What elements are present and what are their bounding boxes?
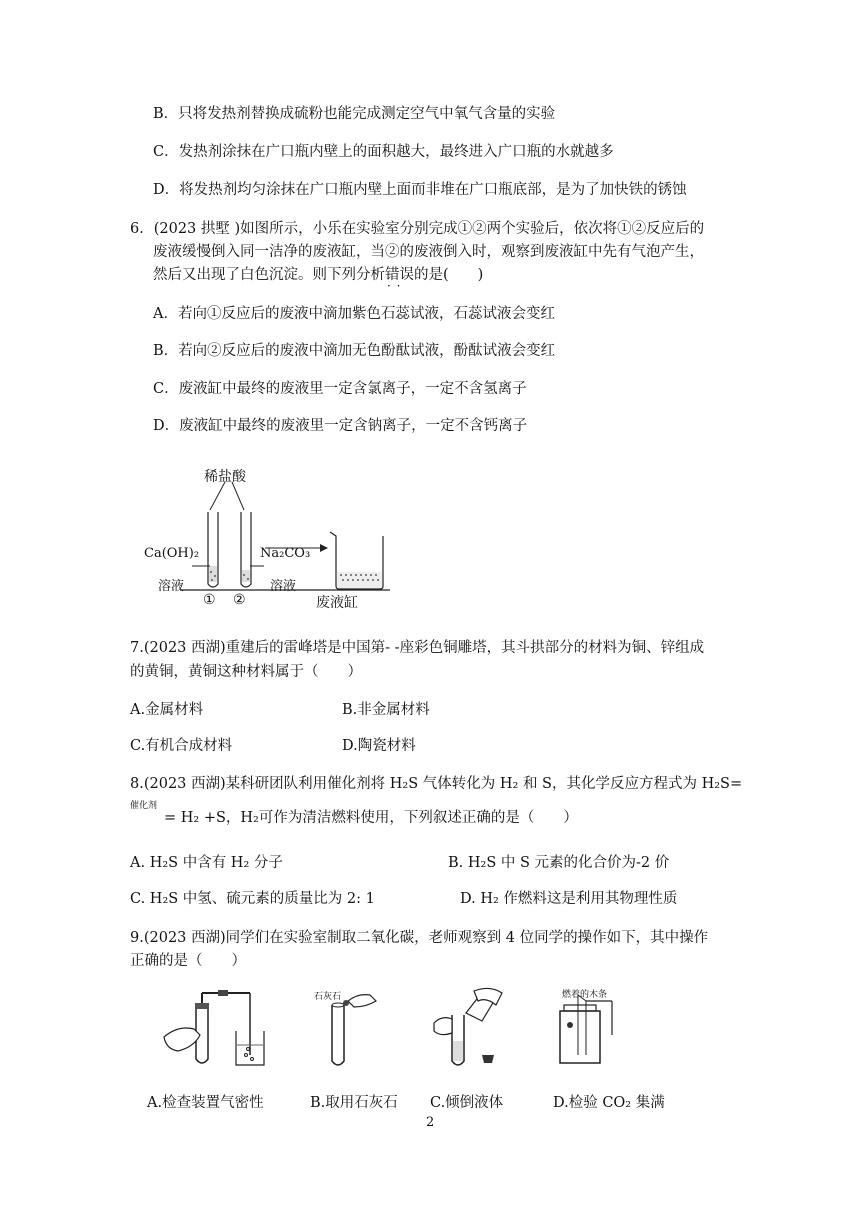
q6-left-solution: 溶液 <box>158 579 185 594</box>
q8-option-d: D. H₂ 作燃料这是利用其物理性质 <box>460 891 678 907</box>
q9-caption-b: B.取用石灰石 <box>310 1095 398 1111</box>
q6-stem-line-2: 废液缓慢倒入同一洁净的废液缸，当②的废液倒入时，观察到废液缸中先有气泡产生， <box>153 244 704 260</box>
q7-option-d: D.陶瓷材料 <box>342 738 416 754</box>
q6-acid-label: 稀盐酸 <box>204 469 246 485</box>
q6-right-reagent: Na₂CO₃ <box>260 546 311 561</box>
q6-option-b: B．若向②反应后的废液中滴加无色酚酞试液，酚酞试液会变红 <box>153 343 556 359</box>
q9-burning-stick-label: 燃着的木条 <box>562 990 608 1000</box>
q9-caption-c: C.倾倒液体 <box>430 1095 504 1111</box>
q7-option-c: C.有机合成材料 <box>130 738 233 754</box>
q6-left-reagent: Ca(OH)₂ <box>144 546 200 561</box>
q6-stem-line-3-post: 的是( ) <box>414 267 484 283</box>
q9-limestone-label: 石灰石 <box>314 992 342 1002</box>
q5-option-c: C．发热剂涂抹在广口瓶内壁上的面积越大，最终进入广口瓶的水就越多 <box>153 144 614 160</box>
q6-tank-label: 废液缸 <box>316 595 358 611</box>
q6-figure <box>140 462 400 612</box>
q6-option-a: A．若向①反应后的废液中滴加紫色石蕊试液，石蕊试液会变红 <box>153 306 555 322</box>
q6-tube-2-label: ② <box>233 592 246 608</box>
q9-caption-a: A.检查装置气密性 <box>147 1095 264 1111</box>
q9-image-d <box>550 985 630 1070</box>
q9-image-b <box>310 985 390 1070</box>
q6-stem-line-3-pre: 然后又出现了白色沉淀。则下列分析 <box>153 267 385 283</box>
q7-stem-line-1: 7.(2023 西湖)重建后的雷峰塔是中国第- -座彩色铜雕塔，其斗拱部分的材料为铜、锌组成 <box>130 640 705 656</box>
q7-option-a: A.金属材料 <box>130 702 204 718</box>
q6-option-d: D．废液缸中最终的废液里一定含钠离子，一定不含钙离子 <box>153 418 528 434</box>
q9-caption-d: D.检验 CO₂ 集满 <box>553 1095 665 1111</box>
q6-right-solution: 溶液 <box>270 579 297 594</box>
q7-stem-line-2: 的黄铜，黄铜这种材料属于（ ） <box>130 664 362 680</box>
q9-stem-line-2: 正确的是（ ） <box>130 953 246 969</box>
q8-option-b: B. H₂S 中 S 元素的化合价为-2 价 <box>448 855 670 871</box>
q8-stem-line-2: = H₂ +S，H₂可作为清洁燃料使用，下列叙述正确的是（ ） <box>164 810 578 826</box>
q6-tube-1-label: ① <box>203 592 216 608</box>
q8-stem-line-1: 8.(2023 西湖)某科研团队利用催化剂将 H₂S 气体转化为 H₂ 和 S，其化学反应方程式为 H₂S= <box>130 776 743 792</box>
q5-option-d: D．将发热剂均匀涂抹在广口瓶内壁上面而非堆在广口瓶底部，是为了加快铁的锈蚀 <box>153 182 687 198</box>
q6-stem-line-3 <box>153 265 483 285</box>
q6-option-c: C．废液缸中最终的废液里一定含氯离子，一定不含氢离子 <box>153 381 527 397</box>
q6-stem-line-1: 6．(2023 拱墅 )如图所示，小乐在实验室分别完成①②两个实验后，依次将①②反应后的 <box>130 221 705 237</box>
q9-stem-line-1: 9.(2023 西湖)同学们在实验室制取二氧化碳，老师观察到 4 位同学的操作如下，其中操作 <box>130 930 709 946</box>
q7-option-b: B.非金属材料 <box>342 702 430 718</box>
page-number: 2 <box>426 1115 435 1130</box>
q8-option-a: A. H₂S 中含有 H₂ 分子 <box>130 855 283 871</box>
q8-catalyst-label: 催化剂 <box>130 801 158 811</box>
q8-option-c: C. H₂S 中氢、硫元素的质量比为 2: 1 <box>130 891 375 907</box>
q5-option-b: B．只将发热剂替换成硫粉也能完成测定空气中氧气含量的实验 <box>153 106 556 122</box>
q9-image-a <box>160 985 270 1070</box>
q6-emphasis-word: 错误 · · <box>385 267 414 283</box>
q9-image-c <box>430 985 510 1070</box>
